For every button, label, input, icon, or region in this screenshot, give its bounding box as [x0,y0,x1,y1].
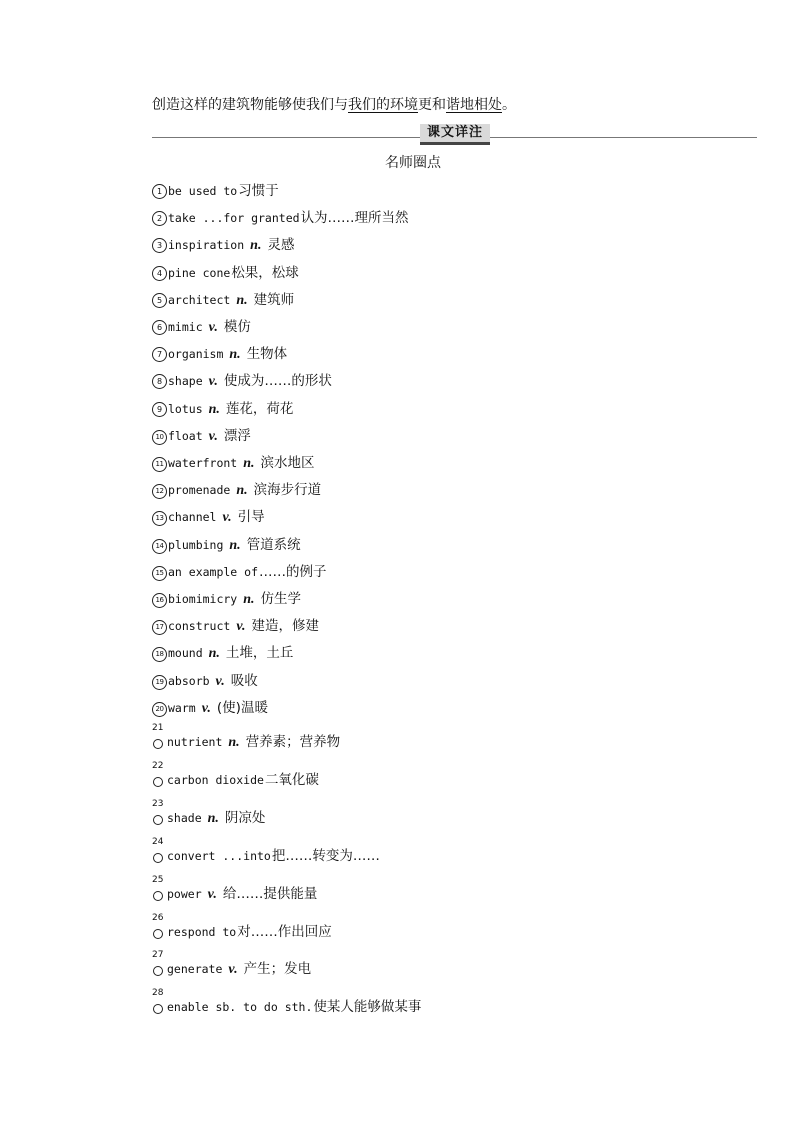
chinese-meaning: 莲花，荷花 [225,400,294,417]
circle-marker-icon [153,815,163,825]
vocab-item [152,589,301,609]
english-term: organism [168,347,224,362]
english-term: plumbing [168,537,224,552]
chinese-meaning: 引导 [237,509,265,526]
intro-underlined-phrase: 谐地相处 [446,97,502,113]
item-number-badge: 4 [152,266,167,281]
item-number-badge: 20 [152,702,167,717]
circle-marker-icon [153,929,163,939]
english-term: mimic [168,320,203,334]
english-term: lotus [168,401,203,416]
english-term: convert ...into [167,848,271,863]
item-number-badge [152,798,167,828]
item-number-badge: 10 [152,430,167,445]
part-of-speech: v. [208,320,218,335]
item-number-badge [152,988,167,1017]
chinese-meaning: 管道系统 [246,536,301,553]
english-term: warm [168,700,196,715]
chinese-meaning: 土堆，土丘 [225,645,294,662]
vocab-item [152,317,251,337]
item-number-badge: 5 [152,293,167,308]
item-number: 25 [152,874,164,885]
english-term: shape [168,374,203,389]
circle-marker-icon [153,853,163,863]
english-term: promenade [168,483,231,498]
item-number-badge: 8 [152,374,167,389]
chinese-meaning: 使某人能够做某事 [313,999,422,1016]
vocab-item [152,698,268,718]
item-number-badge: 16 [152,593,167,608]
item-number-badge: 9 [152,402,167,417]
chinese-meaning: 产生；发电 [243,961,312,978]
vocab-item [152,562,327,582]
item-number-badge [152,723,167,752]
vocab-item [152,535,301,555]
vocab-item [152,480,321,500]
chinese-meaning: 认为……理所当然 [300,210,409,227]
vocab-item [152,874,318,904]
chinese-meaning: 阴凉处 [224,809,266,826]
part-of-speech: n. [228,735,240,750]
chinese-meaning: 滨水地区 [260,455,315,471]
chinese-meaning: 吸收 [230,672,258,689]
chinese-meaning: 松果，松球 [231,264,299,281]
item-number-badge: 14 [152,539,167,554]
chinese-meaning: 滨海步行道 [253,482,322,499]
part-of-speech: v. [228,962,238,978]
vocab-item [152,235,294,255]
part-of-speech: v. [222,510,232,526]
vocab-item [152,453,315,473]
part-of-speech: n. [250,238,262,254]
chinese-meaning: 漂浮 [223,427,251,444]
part-of-speech: n. [243,592,255,607]
item-number-badge: 11 [152,457,167,472]
english-term: shade [167,810,202,825]
part-of-speech: v. [208,428,218,444]
item-number: 23 [152,798,164,809]
item-number-badge: 2 [152,211,167,226]
english-term: carbon dioxide [167,772,264,787]
english-term: enable sb. to do sth. [167,1000,313,1015]
english-term: respond to [167,924,237,939]
part-of-speech: v. [201,700,211,716]
part-of-speech: v. [207,886,217,902]
english-term: inspiration [168,238,245,253]
part-of-speech: n. [229,347,241,363]
english-term: generate [167,962,223,977]
circle-marker-icon [153,1004,163,1014]
section-label: 课文详注 [420,124,490,145]
english-term: waterfront [168,456,238,470]
vocab-item [152,426,251,446]
chinese-meaning: 使成为……的形状 [223,373,332,390]
english-term: be used to [168,184,238,198]
vocab-item [152,643,293,663]
chinese-meaning: 灵感 [267,237,295,254]
intro-sentence [152,95,516,115]
vocab-item [152,836,380,866]
vocab-item [152,507,265,527]
item-number: 27 [152,950,164,961]
chinese-meaning: (使)温暖 [216,699,268,716]
intro-underlined-phrase: 我们的环境 [348,97,418,113]
chinese-meaning: 生物体 [246,346,288,363]
vocab-item [152,798,266,828]
part-of-speech: v. [236,619,246,635]
english-term: architect [168,292,231,307]
vocab-item [152,263,299,283]
item-number-badge: 12 [152,484,167,499]
part-of-speech: v. [215,673,225,689]
item-number: 22 [152,760,164,771]
vocab-item [152,290,294,310]
english-term: construct [168,619,231,634]
chinese-meaning: 仿生学 [260,591,302,607]
chinese-meaning: 对……作出回应 [237,923,332,940]
item-number-badge: 15 [152,566,167,581]
vocab-item [152,950,312,979]
chinese-meaning: 给……提供能量 [222,885,318,902]
vocab-item [152,988,422,1017]
intro-text: 更和 [418,97,446,113]
chinese-meaning: 营养素；营养物 [245,734,341,750]
item-number-badge: 6 [152,320,167,335]
part-of-speech: n. [208,646,220,662]
item-number: 28 [152,988,164,999]
section-subheading: 名师圈点 [385,155,441,171]
chinese-meaning: 习惯于 [238,183,279,199]
item-number: 24 [152,836,164,847]
chinese-meaning: 建造，修建 [251,618,320,635]
part-of-speech: n. [208,401,220,417]
item-number: 26 [152,912,164,923]
part-of-speech: v. [208,374,218,390]
item-number-badge: 1 [152,184,167,199]
english-term: channel [168,510,217,525]
item-number-badge: 18 [152,647,167,662]
item-number-badge [152,760,167,790]
english-term: absorb [168,673,210,688]
english-term: power [167,886,202,901]
item-number-badge [152,912,167,942]
vocab-item [152,181,279,201]
chinese-meaning: 模仿 [223,319,251,335]
vocab-item [152,723,341,752]
english-term: an example of [168,564,259,579]
circle-marker-icon [153,891,163,901]
english-term: mound [168,646,203,661]
english-term: nutrient [167,735,223,749]
intro-text: 创造这样的建筑物能够使我们与 [152,97,348,113]
item-number-badge: 3 [152,238,167,253]
item-number-badge [152,950,167,979]
circle-marker-icon [153,777,163,787]
item-number-badge [152,836,167,866]
english-term: float [168,428,203,443]
circle-marker-icon [153,739,163,749]
chinese-meaning: 二氧化碳 [264,771,319,788]
part-of-speech: n. [243,456,255,471]
vocab-item [152,371,332,391]
part-of-speech: n. [236,292,248,308]
english-term: pine cone [168,265,231,280]
chinese-meaning: 把……转变为…… [271,847,380,864]
vocab-item [152,912,332,942]
part-of-speech: n. [207,810,219,826]
chinese-meaning: 建筑师 [253,291,295,308]
item-number-badge: 13 [152,511,167,526]
chinese-meaning: ……的例子 [259,563,327,580]
vocab-item [152,344,287,364]
item-number-badge: 17 [152,620,167,635]
part-of-speech: n. [236,483,248,499]
item-number-badge: 7 [152,347,167,362]
vocab-item [152,671,258,691]
item-number-badge [152,874,167,904]
english-term: take ...for granted [168,211,300,226]
circle-marker-icon [153,966,163,976]
vocab-item [152,399,293,419]
item-number-badge: 19 [152,675,167,690]
intro-text: 。 [502,97,516,113]
part-of-speech: n. [229,537,241,553]
vocab-item [152,208,409,228]
vocab-item [152,760,319,790]
vocab-item [152,616,319,636]
item-number: 21 [152,723,164,733]
english-term: biomimicry [168,592,238,606]
